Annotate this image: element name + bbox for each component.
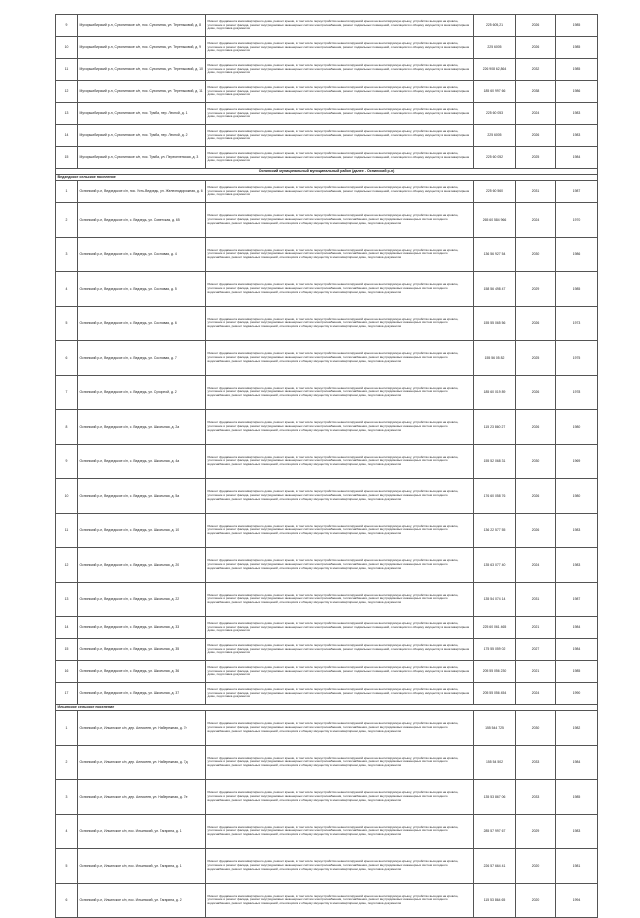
built-year-cell: 1983: [556, 548, 598, 583]
address-cell: Оспинский р-н, Ведзедское с/п, с. Ведзедь, ул. Сухорной, д. 2: [78, 375, 206, 410]
cost-cell: 115 23 860 27: [474, 410, 516, 445]
row-number: 15: [56, 639, 78, 661]
planned-year-cell: 2030: [516, 237, 556, 272]
address-cell: Оспинский р-н, Ведзедское с/п, с. Ведзедь, ул. Советская, д. 65: [78, 203, 206, 238]
row-number: 3: [56, 780, 78, 815]
built-year-cell: 1981: [556, 849, 598, 884]
address-cell: Мухоршибирский р-н, Сухонинское с/п, пос. Сухонинск, ул. Тереньковой, д. 10: [78, 59, 206, 81]
works-description-cell: Ремонт фундамента многоквартирного дома, ремонт крыши, в том числе переустройство невентилируемой крыши на вентилируемую крышу, устройство выходов на кровлю, утепление и ремонт фасада, ремонт внутридомовых инженерных систем электроснабжения, ремонт подвальных помещений, относящихся к общему имуществу в многоквартирном доме, подготовка документов: [206, 103, 474, 125]
address-cell: Оспинский р-н, Ильинское с/п, дер. Алексеев, ул. Набережная, д. 7е: [78, 780, 206, 815]
table-row: [56, 410, 598, 445]
planned-year-cell: 2024: [516, 103, 556, 125]
address-cell: Оспинский р-н, Ведзедское с/п, с. Ведзедь, ул. Сосновая, д. 4: [78, 237, 206, 272]
works-description-cell: Ремонт фундамента многоквартирного дома, ремонт крыши, в том числе переустройство невентилируемой крыши на вентилируемую крышу, устройство выходов на кровлю, утепление и ремонт фасада, ремонт внутридомовых инженерных систем электроснабжения, теплоснабжения, ремонт внутридомовых инженерных систем холодного водоснабжения, ремонт подвальных помещений, относящихся к общему имуществу в многоквартирном доме, подготовка документов: [206, 203, 474, 238]
works-description-cell: Ремонт фундамента многоквартирного дома, ремонт крыши, в том числе переустройство невентилируемой крыши на вентилируемую крышу, устройство выходов на кровлю, утепление и ремонт фасада, ремонт внутридомовых инженерных систем электроснабжения, теплоснабжения, ремонт внутридомовых инженерных систем холодного водоснабжения, ремонт подвальных помещений, относящихся к общему имуществу в многоквартирном доме, подготовка документов: [206, 711, 474, 746]
table-row: [56, 272, 598, 307]
built-year-cell: 1980: [556, 410, 598, 445]
table-row: [56, 683, 598, 705]
planned-year-cell: 2025: [516, 147, 556, 169]
works-description-cell: Ремонт фундамента многоквартирного дома, ремонт крыши, в том числе переустройство невентилируемой крыши на вентилируемую крышу, устройство выходов на кровлю, утепление и ремонт фасада, ремонт внутридомовых инженерных систем электроснабжения, теплоснабжения, ремонт внутридомовых инженерных систем холодного водоснабжения, ремонт подвальных помещений, относящихся к общему имуществу в многоквартирном доме, подготовка документов: [206, 306, 474, 341]
row-number: 10: [56, 479, 78, 514]
table-row: [56, 849, 598, 884]
address-cell: Оспинский р-н, Ильинское с/п, дер. Алексеев, ул. Набережная, д. 7д: [78, 745, 206, 780]
address-cell: Мухоршибирский р-н, Сухонинское с/п, пос. Тумба, пер. Лесной, д. 1: [78, 103, 206, 125]
works-description-cell: Ремонт фундамента многоквартирного дома, ремонт крыши, в том числе переустройство невентилируемой крыши на вентилируемую крышу, устройство выходов на кровлю, утепление и ремонт фасада, ремонт внутридомовых инженерных систем электроснабжения, ремонт подвальных помещений, относящихся к общему имуществу в многоквартирном доме, подготовка документов: [206, 661, 474, 683]
row-number: 5: [56, 306, 78, 341]
cost-cell: 225 60 061 465: [474, 617, 516, 639]
works-description-cell: Ремонт фундамента многоквартирного дома, ремонт крыши, в том числе переустройство невентилируемой крыши на вентилируемую крышу, устройство выходов на кровлю, утепление и ремонт фасада, ремонт внутридомовых инженерных систем электроснабжения, теплоснабжения, ремонт внутридомовых инженерных систем холодного водоснабжения, ремонт подвальных помещений, относящихся к общему имуществу в многоквартирном доме, подготовка документов: [206, 375, 474, 410]
row-number: 11: [56, 59, 78, 81]
built-year-cell: 1984: [556, 617, 598, 639]
planned-year-cell: 2026: [516, 306, 556, 341]
table-row: [56, 341, 598, 376]
works-description-cell: Ремонт фундамента многоквартирного дома, ремонт крыши, в том числе переустройство невентилируемой крыши на вентилируемую крышу, устройство выходов на кровлю, утепление и ремонт фасада, ремонт внутридомовых инженерных систем электроснабжения, теплоснабжения, ремонт внутридомовых инженерных систем холодного водоснабжения, ремонт подвальных помещений, относящихся к общему имуществу в многоквартирном доме, подготовка документов: [206, 479, 474, 514]
cost-cell: 155 54 502: [474, 745, 516, 780]
works-description-cell: Ремонт фундамента многоквартирного дома, ремонт крыши, в том числе переустройство невентилируемой крыши на вентилируемую крышу, устройство выходов на кровлю, утепление и ремонт фасада, ремонт внутридомовых инженерных систем электроснабжения, ремонт подвальных помещений, относящихся к общему имуществу в многоквартирном доме, подготовка документов: [206, 59, 474, 81]
section-title: Оспинский муниципальный муниципальный район (далее - Оспинский р-н): [56, 169, 598, 175]
planned-year-cell: 2024: [516, 203, 556, 238]
repair-program-table: [55, 14, 598, 918]
planned-year-cell: 2026: [516, 375, 556, 410]
planned-year-cell: 2030: [516, 444, 556, 479]
cost-cell: 155 52 068 31: [474, 444, 516, 479]
address-cell: Оспинский р-н, Ведзедское с/п, с. Ведзедь, ул. Сосновая, д. 5: [78, 272, 206, 307]
built-year-cell: 1986: [556, 237, 598, 272]
row-number: 12: [56, 81, 78, 103]
built-year-cell: 1994: [556, 883, 598, 918]
address-cell: Оспинский р-н, Ведзедское с/п, с. Ведзедь, ул. Школьная, д. 22: [78, 582, 206, 617]
works-description-cell: Ремонт фундамента многоквартирного дома, ремонт крыши, в том числе переустройство невентилируемой крыши на вентилируемую крышу, устройство выходов на кровлю, утепление и ремонт фасада, ремонт внутридомовых инженерных систем электроснабжения, теплоснабжения, ремонт внутридомовых инженерных систем холодного водоснабжения, ремонт подвальных помещений, относящихся к общему имуществу в многоквартирном доме, подготовка документов: [206, 745, 474, 780]
row-number: 15: [56, 147, 78, 169]
works-description-cell: Ремонт фундамента многоквартирного дома, ремонт крыши, в том числе переустройство невентилируемой крыши на вентилируемую крышу, устройство выходов на кровлю, утепление и ремонт фасада, ремонт внутридомовых инженерных систем электроснабжения, теплоснабжения, ремонт внутридомовых инженерных систем холодного водоснабжения, ремонт подвальных помещений, относящихся к общему имуществу в многоквартирном доме, подготовка документов: [206, 237, 474, 272]
built-year-cell: 1983: [556, 513, 598, 548]
table-row: [56, 15, 598, 37]
works-description-cell: Ремонт фундамента многоквартирного дома, ремонт крыши, в том числе переустройство невентилируемой крыши на вентилируемую крышу, устройство выходов на кровлю, утепление и ремонт фасада, ремонт внутридомовых инженерных систем электроснабжения, ремонт подвальных помещений, относящихся к общему имуществу в многоквартирном доме, подготовка документов: [206, 147, 474, 169]
row-number: 5: [56, 849, 78, 884]
table-row: [56, 81, 598, 103]
table-row: [56, 237, 598, 272]
subsection-title: Ильинское сельское поселение: [56, 705, 598, 711]
address-cell: Оспинский р-н, Ведзедское с/п, с. Ведзедь, ул. Школьная, д. 37: [78, 683, 206, 705]
works-description-cell: Ремонт фундамента многоквартирного дома, ремонт крыши, в том числе переустройство невентилируемой крыши на вентилируемую крышу, устройство выходов на кровлю, утепление и ремонт фасада, ремонт внутридомовых инженерных систем электроснабжения, ремонт подвальных помещений, относящихся к общему имуществу в многоквартирном доме, подготовка документов: [206, 15, 474, 37]
address-cell: Мухоршибирский р-н, Сухонинское с/п, пос. Сухонинск, ул. Тереньковой, д. 9: [78, 37, 206, 59]
works-description-cell: Ремонт фундамента многоквартирного дома, ремонт крыши, в том числе переустройство невентилируемой крыши на вентилируемую крышу, устройство выходов на кровлю, утепление и ремонт фасада, ремонт внутридомовых инженерных систем электроснабжения, теплоснабжения, ремонт внутридомовых инженерных систем холодного водоснабжения, ремонт подвальных помещений, относящихся к общему имуществу в многоквартирном доме, подготовка документов: [206, 814, 474, 849]
built-year-cell: 1985: [556, 272, 598, 307]
built-year-cell: 1984: [556, 639, 598, 661]
row-number: 17: [56, 683, 78, 705]
row-number: 8: [56, 410, 78, 445]
address-cell: Оспинский р-н, Ильинское с/п, пос. Ильинский, ул. Гагарина, д. 2: [78, 883, 206, 918]
table-row: [56, 306, 598, 341]
cost-cell: 225 6005: [474, 125, 516, 147]
row-number: 14: [56, 125, 78, 147]
address-cell: Оспинский р-н, Ведзедское с/п, с. Ведзедь, ул. Школьная, д. 2а: [78, 410, 206, 445]
row-number: 6: [56, 341, 78, 376]
address-cell: Мухоршибирский р-н, Сухонинское с/п, пос. Тумба, ул. Переселенская, д. 3: [78, 147, 206, 169]
works-description-cell: Ремонт фундамента многоквартирного дома, ремонт крыши, в том числе переустройство невентилируемой крыши на вентилируемую крышу, устройство выходов на кровлю, утепление и ремонт фасада, ремонт внутридомовых инженерных систем электроснабжения, теплоснабжения, ремонт внутридомовых инженерных систем холодного водоснабжения, ремонт подвальных помещений, относящихся к общему имуществу в многоквартирном доме, подготовка документов: [206, 849, 474, 884]
planned-year-cell: 2025: [516, 341, 556, 376]
built-year-cell: 1982: [556, 711, 598, 746]
row-number: 13: [56, 582, 78, 617]
built-year-cell: 1985: [556, 661, 598, 683]
row-number: 13: [56, 103, 78, 125]
row-number: 1: [56, 711, 78, 746]
cost-cell: 135 53 867 06: [474, 780, 516, 815]
works-description-cell: Ремонт фундамента многоквартирного дома, ремонт крыши, в том числе переустройство невентилируемой крыши на вентилируемую крышу, устройство выходов на кровлю, утепление и ремонт фасада, ремонт внутридомовых инженерных систем электроснабжения, ремонт подвальных помещений, относящихся к общему имуществу в многоквартирном доме, подготовка документов: [206, 181, 474, 203]
planned-year-cell: 2020: [516, 883, 556, 918]
cost-cell: 185 60 019 89: [474, 375, 516, 410]
row-number: 3: [56, 237, 78, 272]
cost-cell: 158 56 498 47: [474, 272, 516, 307]
works-description-cell: Ремонт фундамента многоквартирного дома, ремонт крыши, в том числе переустройство невентилируемой крыши на вентилируемую крышу, устройство выходов на кровлю, утепление и ремонт фасада, ремонт внутридомовых инженерных систем электроснабжения, теплоснабжения, ремонт внутридомовых инженерных систем холодного водоснабжения, ремонт подвальных помещений, относящихся к общему имуществу в многоквартирном доме, подготовка документов: [206, 513, 474, 548]
built-year-cell: 1984: [556, 147, 598, 169]
table-row: [56, 103, 598, 125]
cost-cell: 155 544 725: [474, 711, 516, 746]
address-cell: Оспинский р-н, Ведзедское с/п, с. Ведзедь, ул. Школьная, д. 35: [78, 639, 206, 661]
works-description-cell: Ремонт фундамента многоквартирного дома, ремонт крыши, в том числе переустройство невентилируемой крыши на вентилируемую крышу, устройство выходов на кровлю, утепление и ремонт фасада, ремонт внутридомовых инженерных систем электроснабжения, теплоснабжения, ремонт внутридомовых инженерных систем холодного водоснабжения, ремонт подвальных помещений, относящихся к общему имуществу в многоквартирном доме, подготовка документов: [206, 444, 474, 479]
address-cell: Мухоршибирский р-н, Сухонинское с/п, пос. Сухонинск, ул. Тереньковой, д. 11: [78, 81, 206, 103]
works-description-cell: Ремонт фундамента многоквартирного дома, ремонт крыши, в том числе переустройство невентилируемой крыши на вентилируемую крышу, устройство выходов на кровлю, утепление и ремонт фасада, ремонт внутридомовых инженерных систем электроснабжения, ремонт подвальных помещений, относящихся к общему имуществу в многоквартирном доме, подготовка документов: [206, 639, 474, 661]
built-year-cell: 1983: [556, 814, 598, 849]
built-year-cell: 1975: [556, 341, 598, 376]
planned-year-cell: 2026: [516, 37, 556, 59]
planned-year-cell: 2033: [516, 780, 556, 815]
cost-cell: 136 22 577 55: [474, 513, 516, 548]
table-row: [56, 513, 598, 548]
row-number: 9: [56, 444, 78, 479]
table-row: [56, 883, 598, 918]
row-number: 4: [56, 814, 78, 849]
works-description-cell: Ремонт фундамента многоквартирного дома, ремонт крыши, в том числе переустройство невентилируемой крыши на вентилируемую крышу, устройство выходов на кровлю, утепление и ремонт фасада, ремонт внутридомовых инженерных систем электроснабжения, теплоснабжения, ремонт внутридомовых инженерных систем холодного водоснабжения, ремонт подвальных помещений, относящихся к общему имуществу в многоквартирном доме, подготовка документов: [206, 341, 474, 376]
planned-year-cell: 2031: [516, 181, 556, 203]
built-year-cell: 1969: [556, 444, 598, 479]
works-description-cell: Ремонт фундамента многоквартирного дома, ремонт крыши, в том числе переустройство невентилируемой крыши на вентилируемую крышу, устройство выходов на кровлю, утепление и ремонт фасада, ремонт внутридомовых инженерных систем электроснабжения, ремонт подвальных помещений, относящихся к общему имуществу в многоквартирном доме, подготовка документов: [206, 683, 474, 705]
table-row: [56, 444, 598, 479]
table-body: [56, 15, 598, 918]
built-year-cell: 1970: [556, 203, 598, 238]
address-cell: Оспинский р-н, Ведзедское с/п, с. Ведзедь, ул. Школьная, д. 36: [78, 661, 206, 683]
built-year-cell: 1985: [556, 37, 598, 59]
cost-cell: 265 60 584 966: [474, 203, 516, 238]
table-row: [56, 814, 598, 849]
table-row: [56, 181, 598, 203]
planned-year-cell: 2026: [516, 513, 556, 548]
cost-cell: 205 55 056 230: [474, 661, 516, 683]
planned-year-cell: 2021: [516, 617, 556, 639]
planned-year-cell: 2021: [516, 661, 556, 683]
row-number: 11: [56, 513, 78, 548]
cost-cell: 226 57 664 41: [474, 849, 516, 884]
row-number: 6: [56, 883, 78, 918]
built-year-cell: 1987: [556, 582, 598, 617]
row-number: 14: [56, 617, 78, 639]
address-cell: Оспинский р-н, Ведзедское с/п, с. Ведзедь, ул. Школьная, д. 10: [78, 513, 206, 548]
cost-cell: 135 54 074 14: [474, 582, 516, 617]
table-row: [56, 203, 598, 238]
address-cell: Мухоршибирский р-н, Сухонинское с/п, пос. Тумба, пер. Лесной, д. 2: [78, 125, 206, 147]
planned-year-cell: 2030: [516, 711, 556, 746]
cost-cell: 285 57 997 67: [474, 814, 516, 849]
address-cell: Оспинский р-н, Ведзедское с/п, с. Ведзедь, ул. Школьная, д. 20: [78, 548, 206, 583]
row-number: 2: [56, 745, 78, 780]
works-description-cell: Ремонт фундамента многоквартирного дома, ремонт крыши, в том числе переустройство невентилируемой крыши на вентилируемую крышу, устройство выходов на кровлю, утепление и ремонт фасада, ремонт внутридомовых инженерных систем электроснабжения, ремонт подвальных помещений, относящихся к общему имуществу в многоквартирном доме, подготовка документов: [206, 617, 474, 639]
cost-cell: 115 53 864 65: [474, 883, 516, 918]
built-year-cell: 1985: [556, 15, 598, 37]
works-description-cell: Ремонт фундамента многоквартирного дома, ремонт крыши, в том числе переустройство невентилируемой крыши на вентилируемую крышу, устройство выходов на кровлю, утепление и ремонт фасада, ремонт внутридомовых инженерных систем электроснабжения, теплоснабжения, ремонт внутридомовых инженерных систем холодного водоснабжения, ремонт подвальных помещений, относящихся к общему имуществу в многоквартирном доме, подготовка документов: [206, 548, 474, 583]
table-row: [56, 617, 598, 639]
table-row: [56, 125, 598, 147]
planned-year-cell: 2024: [516, 683, 556, 705]
cost-cell: 136 56 927 54: [474, 237, 516, 272]
row-number: 1: [56, 181, 78, 203]
planned-year-cell: 2024: [516, 548, 556, 583]
built-year-cell: 1973: [556, 306, 598, 341]
cost-cell: 175 55 059 02: [474, 639, 516, 661]
planned-year-cell: 2020: [516, 849, 556, 884]
table-row: [56, 582, 598, 617]
planned-year-cell: 2027: [516, 639, 556, 661]
built-year-cell: 1983: [556, 125, 598, 147]
cost-cell: 205 55 056 454: [474, 683, 516, 705]
cost-cell: 155 55 065 56: [474, 306, 516, 341]
address-cell: Мухоршибирский р-н, Сухонинское с/п, пос. Сухонинск, ул. Тереньковой, д. 8: [78, 15, 206, 37]
address-cell: Оспинский р-н, Ильинское с/п, пос. Ильинский, ул. Гагарина, д. 1: [78, 849, 206, 884]
address-cell: Оспинский р-н, Ведзедское с/п, с. Ведзедь, ул. Школьная, д. 33: [78, 617, 206, 639]
works-description-cell: Ремонт фундамента многоквартирного дома, ремонт крыши, в том числе переустройство невентилируемой крыши на вентилируемую крышу, устройство выходов на кровлю, утепление и ремонт фасада, ремонт внутридомовых инженерных систем электроснабжения, теплоснабжения, ремонт внутридомовых инженерных систем холодного водоснабжения, ремонт подвальных помещений, относящихся к общему имуществу в многоквартирном доме, подготовка документов: [206, 410, 474, 445]
cost-cell: 225 605,21: [474, 15, 516, 37]
works-description-cell: Ремонт фундамента многоквартирного дома, ремонт крыши, в том числе переустройство невентилируемой крыши на вентилируемую крышу, устройство выходов на кровлю, утепление и ремонт фасада, ремонт внутридомовых инженерных систем электроснабжения, ремонт подвальных помещений, относящихся к общему имуществу в многоквартирном доме, подготовка документов: [206, 37, 474, 59]
table-row: [56, 147, 598, 169]
cost-cell: 225 6005: [474, 37, 516, 59]
cost-cell: 135 63 077 40: [474, 548, 516, 583]
works-description-cell: Ремонт фундамента многоквартирного дома, ремонт крыши, в том числе переустройство невентилируемой крыши на вентилируемую крышу, устройство выходов на кровлю, утепление и ремонт фасада, ремонт внутридомовых инженерных систем электроснабжения, теплоснабжения, ремонт внутридомовых инженерных систем холодного водоснабжения, ремонт подвальных помещений, относящихся к общему имуществу в многоквартирном доме, подготовка документов: [206, 272, 474, 307]
address-cell: Оспинский р-н, Ведзедское с/п, пос. Усть-Ведзедь, ул. Железнодорожная, д. 6: [78, 181, 206, 203]
built-year-cell: 1983: [556, 103, 598, 125]
planned-year-cell: 2038: [516, 81, 556, 103]
subsection-title: Ведзедское сельское поселение: [56, 175, 598, 181]
planned-year-cell: 2031: [516, 582, 556, 617]
built-year-cell: 1980: [556, 479, 598, 514]
planned-year-cell: 2026: [516, 479, 556, 514]
document-page: [55, 14, 597, 918]
works-description-cell: Ремонт фундамента многоквартирного дома, ремонт крыши, в том числе переустройство невентилируемой крыши на вентилируемую крышу, устройство выходов на кровлю, утепление и ремонт фасада, ремонт внутридомовых инженерных систем электроснабжения, теплоснабжения, ремонт внутридомовых инженерных систем холодного водоснабжения, ремонт подвальных помещений, относящихся к общему имуществу в многоквартирном доме, подготовка документов: [206, 780, 474, 815]
table-row: [56, 37, 598, 59]
table-row: [56, 479, 598, 514]
works-description-cell: Ремонт фундамента многоквартирного дома, ремонт крыши, в том числе переустройство невентилируемой крыши на вентилируемую крышу, устройство выходов на кровлю, утепление и ремонт фасада, ремонт внутридомовых инженерных систем электроснабжения, ремонт подвальных помещений, относящихся к общему имуществу в многоквартирном доме, подготовка документов: [206, 81, 474, 103]
row-number: 9: [56, 15, 78, 37]
table-row: [56, 780, 598, 815]
table-row: [56, 59, 598, 81]
planned-year-cell: 2029: [516, 272, 556, 307]
address-cell: Оспинский р-н, Ведзедское с/п, с. Ведзедь, ул. Школьная, д. 5а: [78, 479, 206, 514]
row-number: 7: [56, 375, 78, 410]
table-row: [56, 661, 598, 683]
planned-year-cell: 2026: [516, 125, 556, 147]
address-cell: Оспинский р-н, Ильинское с/п, пос. Ильинский, ул. Гагарина, д. 1: [78, 814, 206, 849]
planned-year-cell: 2029: [516, 814, 556, 849]
works-description-cell: Ремонт фундамента многоквартирного дома, ремонт крыши, в том числе переустройство невентилируемой крыши на вентилируемую крышу, устройство выходов на кровлю, утепление и ремонт фасада, ремонт внутридомовых инженерных систем электроснабжения, теплоснабжения, ремонт внутридомовых инженерных систем холодного водоснабжения, ремонт подвальных помещений, относящихся к общему имуществу в многоквартирном доме, подготовка документов: [206, 883, 474, 918]
built-year-cell: 1985: [556, 780, 598, 815]
row-number: 16: [56, 661, 78, 683]
built-year-cell: 1978: [556, 375, 598, 410]
table-row: [56, 548, 598, 583]
row-number: 10: [56, 37, 78, 59]
cost-cell: 176 60 058 76: [474, 479, 516, 514]
address-cell: Оспинский р-н, Ильинское с/п, дер. Алексеев, ул. Набережная, д. 7г: [78, 711, 206, 746]
cost-cell: 225 60 560: [474, 181, 516, 203]
cost-cell: 225 60 052: [474, 147, 516, 169]
row-number: 4: [56, 272, 78, 307]
cost-cell: 185 60 997 66: [474, 81, 516, 103]
row-number: 12: [56, 548, 78, 583]
built-year-cell: 1984: [556, 745, 598, 780]
planned-year-cell: 2026: [516, 15, 556, 37]
table-row: [56, 745, 598, 780]
planned-year-cell: 2032: [516, 59, 556, 81]
built-year-cell: 1990: [556, 683, 598, 705]
planned-year-cell: 2033: [516, 745, 556, 780]
table-row: [56, 711, 598, 746]
table-row: [56, 375, 598, 410]
works-description-cell: Ремонт фундамента многоквартирного дома, ремонт крыши, в том числе переустройство невентилируемой крыши на вентилируемую крышу, устройство выходов на кровлю, утепление и ремонт фасада, ремонт внутридомовых инженерных систем электроснабжения, ремонт подвальных помещений, относящихся к общему имуществу в многоквартирном доме, подготовка документов: [206, 125, 474, 147]
address-cell: Оспинский р-н, Ведзедское с/п, с. Ведзедь, ул. Сосновая, д. 6: [78, 306, 206, 341]
built-year-cell: 1987: [556, 181, 598, 203]
row-number: 2: [56, 203, 78, 238]
cost-cell: 155 56 05 82: [474, 341, 516, 376]
address-cell: Оспинский р-н, Ведзедское с/п, с. Ведзедь, ул. Школьная, д. 4а: [78, 444, 206, 479]
cost-cell: 225 60 053: [474, 103, 516, 125]
address-cell: Оспинский р-н, Ведзедское с/п, с. Ведзедь, ул. Сосновая, д. 7: [78, 341, 206, 376]
cost-cell: 226 908 62,864: [474, 59, 516, 81]
works-description-cell: Ремонт фундамента многоквартирного дома, ремонт крыши, в том числе переустройство невентилируемой крыши на вентилируемую крышу, устройство выходов на кровлю, утепление и ремонт фасада, ремонт внутридомовых инженерных систем электроснабжения, теплоснабжения, ремонт внутридомовых инженерных систем холодного водоснабжения, ремонт подвальных помещений, относящихся к общему имуществу в многоквартирном доме, подготовка документов: [206, 582, 474, 617]
table-row: [56, 639, 598, 661]
built-year-cell: 1986: [556, 81, 598, 103]
planned-year-cell: 2026: [516, 410, 556, 445]
built-year-cell: 1985: [556, 59, 598, 81]
